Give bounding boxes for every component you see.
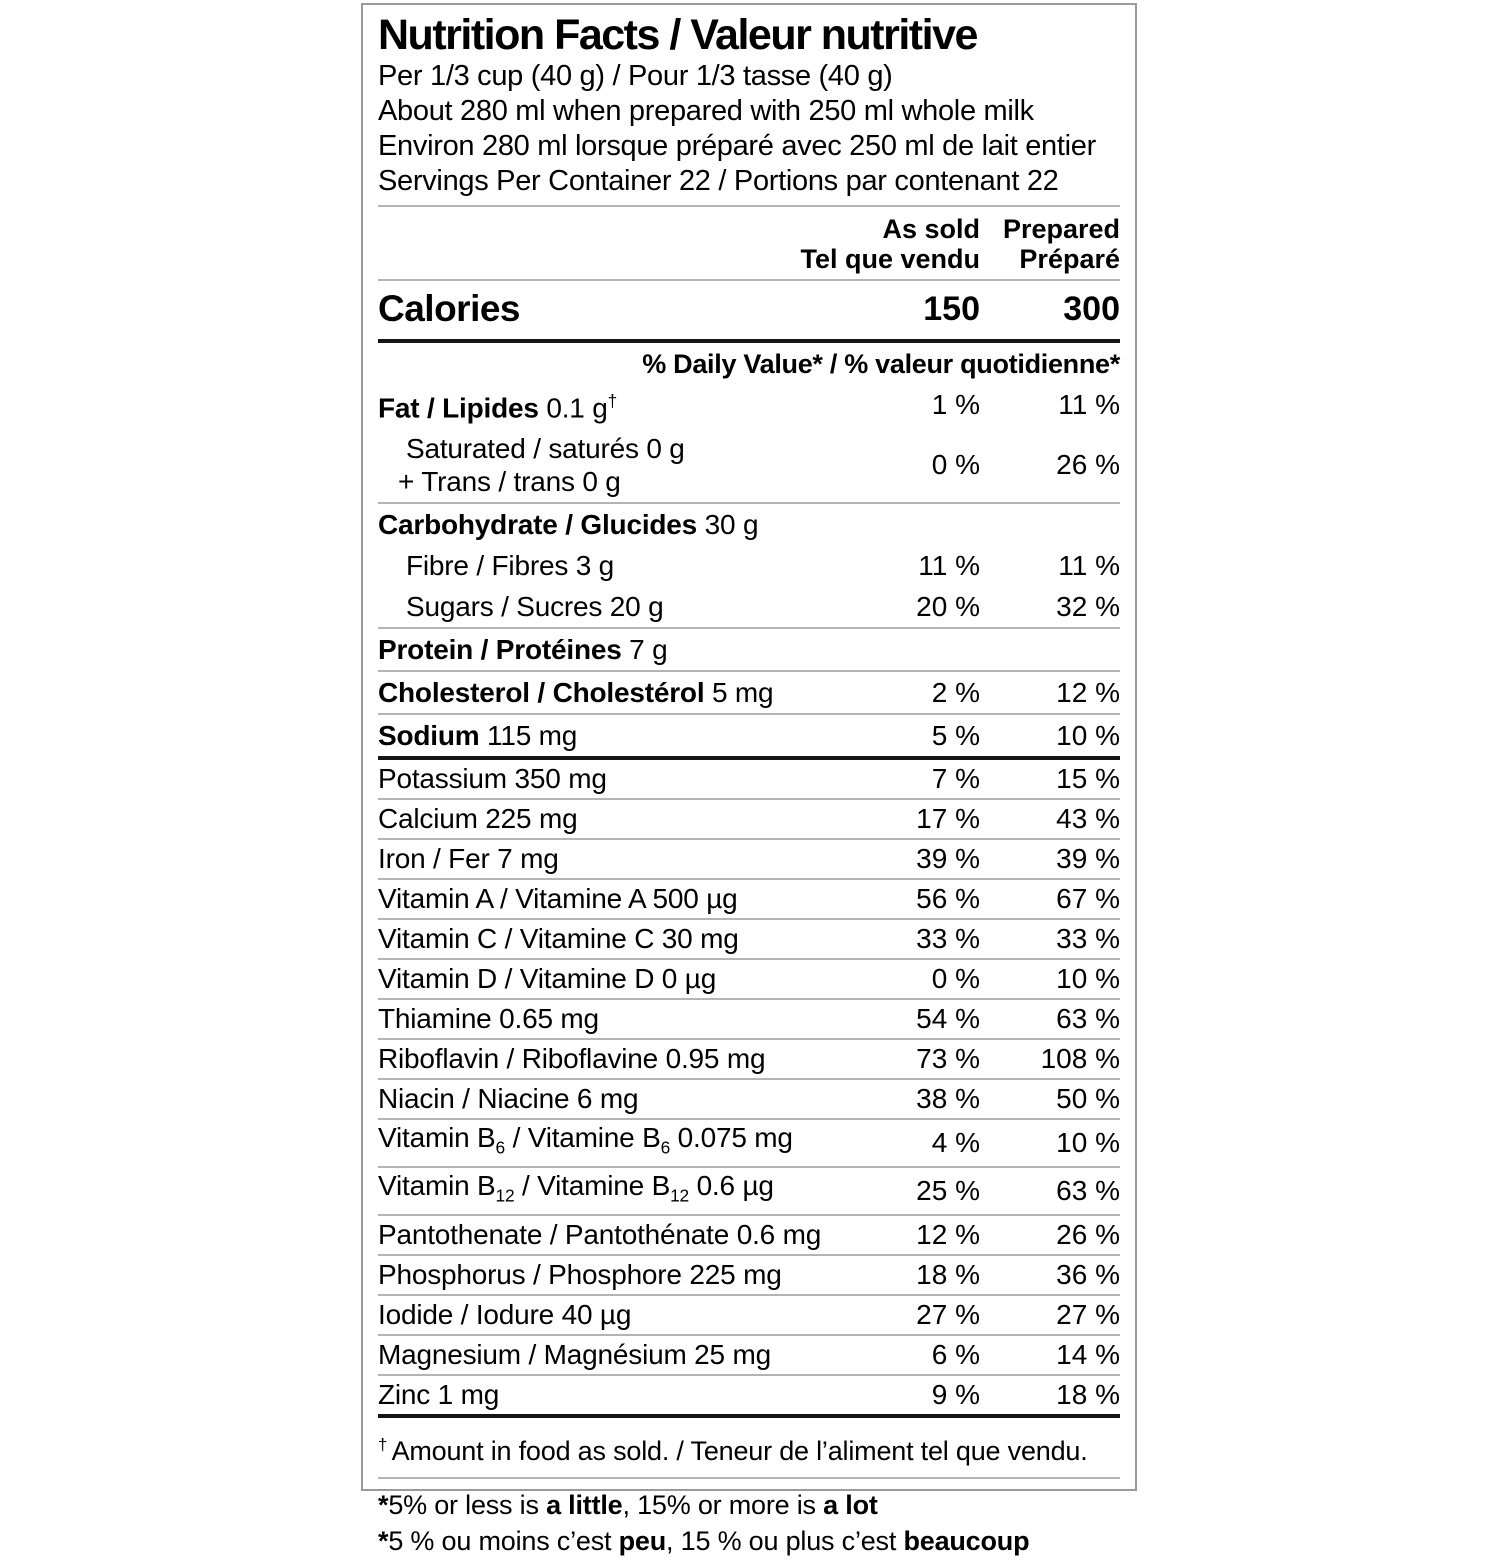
as-sold-value: 12 % [916, 1218, 980, 1250]
prepared-value: 33 % [1056, 923, 1120, 955]
nutrient-row-vitamin-d [378, 960, 1120, 998]
nutrient-label: Sugars / Sucres 20 g [406, 591, 664, 623]
prepared-value: 26 % [1056, 1218, 1120, 1250]
prepared-value: 108 % [1040, 1043, 1120, 1075]
nutrient-row-pantothenate [378, 1216, 1120, 1254]
prepared-value: 10 % [1056, 719, 1120, 751]
prepared-value: 11 % [1058, 549, 1120, 581]
nutrient-row-protein [378, 629, 1120, 670]
nutrient-rows [378, 381, 1120, 1414]
nutrient-row-potassium [378, 760, 1120, 798]
as-sold-value: 2 % [931, 676, 980, 708]
nutrient-row-cholesterol [378, 672, 1120, 713]
prepared-value: 26 % [1056, 449, 1120, 481]
as-sold-value: 17 % [916, 803, 980, 835]
as-sold-value: 18 % [916, 1258, 980, 1290]
prepared-value: 50 % [1056, 1083, 1120, 1115]
nutrient-label: Thiamine 0.65 mg [378, 1003, 599, 1035]
nutrient-label: Iron / Fer 7 mg [378, 843, 559, 875]
as-sold-value: 25 % [916, 1174, 980, 1206]
as-sold-value: 0 % [931, 963, 980, 995]
nutrient-label: Vitamin $B_{12}$ / Vitamine $B_{12}$ 0.6 µg [378, 1170, 774, 1206]
as-sold-value: 7 % [931, 763, 980, 795]
nutrient-row-vitamin-b6 [378, 1120, 1120, 1166]
as-sold-value: 5 % [931, 719, 980, 751]
prepared-value: 10 % [1056, 963, 1120, 995]
footnote-stars-block [378, 1479, 1120, 1567]
footnote-star-en: *5% or less is a little, 15% or more is a lot [378, 1489, 878, 1520]
column-header-prepared: Prepared Préparé [1002, 214, 1120, 275]
nutrient-row-phosphorus [378, 1256, 1120, 1294]
as-sold-value: 11 % [918, 549, 980, 581]
nutrient-row-sugars [378, 586, 1120, 627]
calories-prepared-value: 300 [1063, 289, 1120, 328]
prepared-value: 43 % [1056, 803, 1120, 835]
as-sold-value: 56 % [916, 883, 980, 915]
nutrient-label: Protein / Protéines 7 g [378, 634, 668, 666]
nutrient-row-vitamin-c [378, 920, 1120, 958]
nutrient-label: Cholesterol / Cholestérol 5 mg [378, 677, 774, 709]
serving-info [378, 59, 1120, 199]
nutrient-row-niacin [378, 1080, 1120, 1118]
footnote-dagger-block [378, 1418, 1120, 1477]
as-sold-value: 38 % [916, 1083, 980, 1115]
calories-label: Calories [378, 288, 521, 330]
nutrient-label: Carbohydrate / Glucides 30 g [378, 509, 759, 541]
daily-value-header: % Daily Value* / % valeur quotidienne* [642, 349, 1120, 380]
nutrient-row-vitamin-b12 [378, 1168, 1120, 1214]
calories-row [378, 281, 1120, 339]
nutrient-row-magnesium [378, 1336, 1120, 1374]
nutrient-label: Sodium 115 mg [378, 720, 578, 752]
nutrient-label: Vitamin D / Vitamine D 0 µg [378, 963, 717, 995]
footnote-dagger: † Amount in food as sold. / Teneur de l’aliment tel que vendu. [378, 1434, 1088, 1466]
nutrient-label: Fat / Lipides 0.1 g† [378, 391, 618, 424]
nutrient-label: Magnesium / Magnésium 25 mg [378, 1338, 771, 1370]
nutrient-label: Vitamin $B_6$ / Vitamine $B_6$ 0.075 mg [378, 1122, 793, 1159]
footnote-star-fr: *5 % ou moins c’est peu, 15 % ou plus c’est beaucoup [378, 1525, 1030, 1556]
nutrient-label: Vitamin C / Vitamine C 30 mg [378, 923, 739, 955]
nutrient-label: Saturated / saturés 0 g + Trans / trans 0 g [398, 433, 685, 498]
prepared-volume-line-fr: Environ 280 ml lorsque préparé avec 250 ml de lait entier [378, 130, 1096, 163]
as-sold-value: 20 % [916, 590, 980, 622]
prepared-value: 14 % [1056, 1338, 1120, 1370]
as-sold-value: 4 % [931, 1127, 980, 1159]
prepared-value: 36 % [1056, 1258, 1120, 1290]
prepared-value: 32 % [1056, 590, 1120, 622]
as-sold-value: 33 % [916, 923, 980, 955]
nutrient-row-iron [378, 840, 1120, 878]
nutrient-row-zinc [378, 1376, 1120, 1414]
servings-per-container-line: Servings Per Container 22 / Portions par contenant 22 [378, 165, 1059, 198]
as-sold-value: 73 % [916, 1043, 980, 1075]
nutrient-row-fat [378, 381, 1120, 428]
prepared-value: 15 % [1056, 763, 1120, 795]
nutrient-label: Fibre / Fibres 3 g [406, 550, 615, 582]
prepared-value: 63 % [1056, 1003, 1120, 1035]
nutrient-row-thiamine [378, 1000, 1120, 1038]
nutrient-row-carbohydrate [378, 504, 1120, 545]
nutrient-label: Niacin / Niacine 6 mg [378, 1083, 639, 1115]
as-sold-value: 0 % [931, 449, 980, 481]
serving-size-line: Per 1/3 cup (40 g) / Pour 1/3 tasse (40 g) [378, 60, 893, 93]
nutrient-label: Iodide / Iodure 40 µg [378, 1298, 632, 1330]
nutrient-row-calcium [378, 800, 1120, 838]
nutrient-label: Phosphorus / Phosphore 225 mg [378, 1258, 782, 1290]
as-sold-value: 1 % [931, 388, 980, 420]
nutrient-row-fibre [378, 545, 1120, 586]
prepared-value: 12 % [1056, 676, 1120, 708]
nutrient-label: Zinc 1 mg [378, 1378, 500, 1410]
nutrient-row-sodium [378, 715, 1120, 756]
as-sold-value: 6 % [931, 1338, 980, 1370]
nutrient-label: Riboflavin / Riboflavine 0.95 mg [378, 1043, 766, 1075]
prepared-volume-line-en: About 280 ml when prepared with 250 ml whole milk [378, 95, 1034, 128]
as-sold-value: 9 % [931, 1378, 980, 1410]
prepared-value: 39 % [1056, 843, 1120, 875]
nutrient-label: Vitamin A / Vitamine A 500 µg [378, 883, 738, 915]
column-headers [378, 207, 1120, 279]
nutrient-label: Pantothenate / Pantothénate 0.6 mg [378, 1218, 822, 1250]
nutrient-row-riboflavin [378, 1040, 1120, 1078]
nutrition-facts-label [361, 3, 1137, 1556]
nutrient-row-vitamin-a [378, 880, 1120, 918]
nutrient-label: Calcium 225 mg [378, 803, 578, 835]
label-title: Nutrition Facts / Valeur nutritive [378, 11, 977, 59]
as-sold-value: 27 % [916, 1298, 980, 1330]
calories-as-sold-value: 150 [923, 289, 980, 328]
prepared-value: 10 % [1056, 1127, 1120, 1159]
nutrient-row-saturated-trans [378, 428, 1120, 502]
prepared-value: 67 % [1056, 883, 1120, 915]
nutrient-row-iodide [378, 1296, 1120, 1334]
prepared-value: 63 % [1056, 1174, 1120, 1206]
prepared-value: 18 % [1056, 1378, 1120, 1410]
prepared-value: 27 % [1056, 1298, 1120, 1330]
column-header-as-sold: As sold Tel que vendu [800, 214, 980, 275]
as-sold-value: 54 % [916, 1003, 980, 1035]
as-sold-value: 39 % [916, 843, 980, 875]
nutrient-label: Potassium 350 mg [378, 763, 607, 795]
prepared-value: 11 % [1058, 388, 1120, 420]
